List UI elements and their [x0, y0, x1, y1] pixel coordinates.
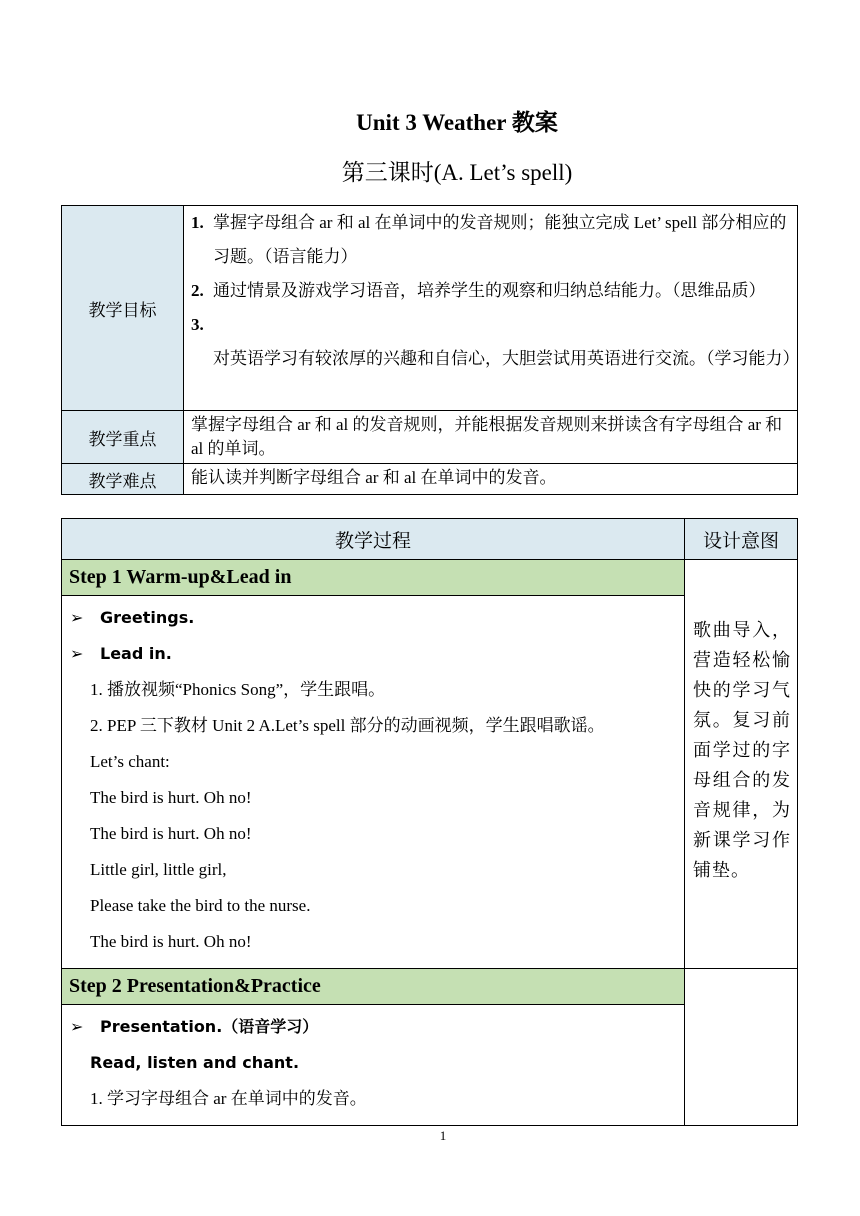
chant-line: The bird is hurt. Oh no! — [90, 824, 252, 843]
objectives-label: 教学目标 — [62, 206, 184, 411]
step1-design-intent: 歌曲导入，营造轻松愉快的学习气氛。复习前面学过的字母组合的发音规律，为新课学习作铺垫。 — [685, 560, 798, 969]
design-header: 设计意图 — [685, 519, 798, 560]
bullet-item: ➢ Greetings. — [70, 600, 680, 636]
arrow-bullet-icon: ➢ — [70, 608, 84, 627]
chant-line: Little girl, little girl, — [90, 860, 227, 879]
keypoints-label: 教学重点 — [62, 411, 184, 464]
step1-line: 1. 播放视频“Phonics Song”，学生跟唱。 — [90, 680, 386, 699]
objective-item: 2. 通过情景及游戏学习语音，培养学生的观察和归纳总结能力。（思维品质） — [191, 281, 766, 300]
page-number: 1 — [439, 1128, 447, 1143]
objective-item: 1. 掌握字母组合 ar 和 al 在单词中的发音规则；能独立完成 Let’ spell 部分相应的习题。（语言能力） — [191, 213, 787, 266]
chant-line: The bird is hurt. Oh no! — [90, 932, 252, 951]
chant-line: The bird is hurt. Oh no! — [90, 788, 252, 807]
info-table — [61, 205, 798, 495]
step1-line: Let’s chant: — [90, 752, 170, 771]
step2-title: Step 2 Presentation&Practice — [62, 969, 685, 1005]
chant-line: Please take the bird to the nurse. — [90, 896, 311, 915]
step2-sub: Read, listen and chant. — [90, 1053, 300, 1072]
step1-line: 2. PEP 三下教材 Unit 2 A.Let’s spell 部分的动画视频，学生跟唱歌谣。 — [90, 716, 605, 735]
step1-title: Step 1 Warm-up&Lead in — [62, 560, 685, 596]
objectives-cell — [184, 206, 798, 411]
bullet-item: ➢ Presentation.（语音学习） — [70, 1009, 680, 1045]
step2-design-intent — [685, 969, 798, 1126]
step2-line: 1. 学习字母组合 ar 在单词中的发音。 — [90, 1089, 367, 1108]
arrow-bullet-icon: ➢ — [70, 644, 84, 663]
difficulties-label: 教学难点 — [62, 464, 184, 495]
difficulties-text: 能认读并判断字母组合 ar 和 al 在单词中的发音。 — [184, 464, 798, 495]
bullet-item: ➢ Lead in. — [70, 636, 680, 672]
document-subtitle: 第三课时(A. Let’s spell) — [341, 160, 573, 185]
step2-body — [62, 1005, 685, 1126]
document-title: Unit 3 Weather 教案 — [356, 110, 558, 135]
process-header: 教学过程 — [62, 519, 685, 560]
arrow-bullet-icon: ➢ — [70, 1017, 84, 1036]
objective-item: 3.对英语学习有较浓厚的兴趣和自信心，大胆尝试用英语进行交流。（学习能力） — [191, 315, 800, 368]
keypoints-text: 掌握字母组合 ar 和 al 的发音规则，并能根据发音规则来拼读含有字母组合 ar 和 al 的单词。 — [184, 411, 798, 464]
process-table — [61, 518, 798, 1126]
step1-body — [62, 596, 685, 969]
